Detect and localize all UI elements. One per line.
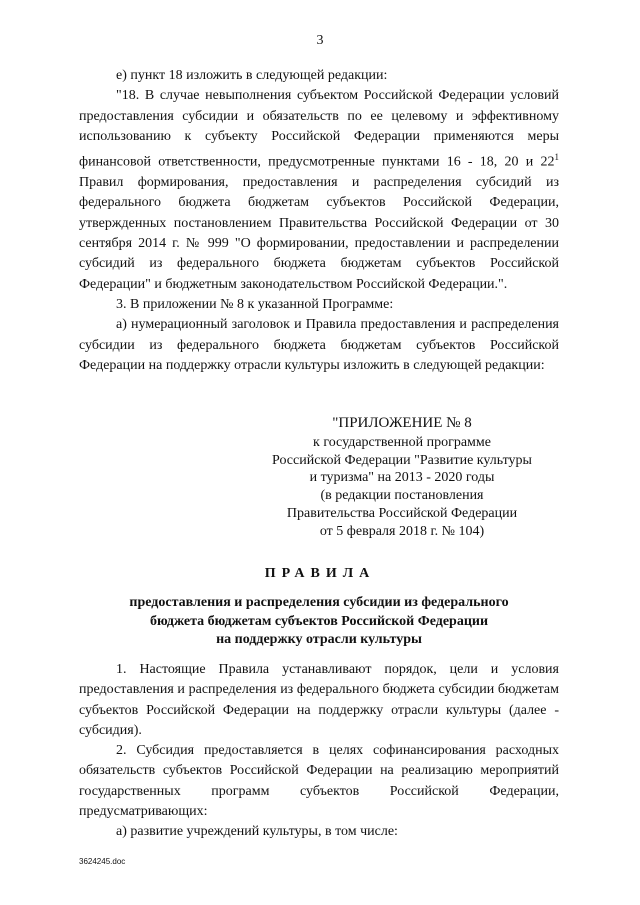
- appendix-title: "ПРИЛОЖЕНИЕ № 8: [332, 415, 472, 431]
- rules-subtitle: [79, 594, 559, 650]
- rules-subtitle-line: предоставления и распределения субсидии из федерального: [129, 595, 509, 610]
- point-18-text-a: "18. В случае невыполнения субъектом Российской Федерации условий предоставления субсидии и обязательств по ее целевому и эффективному использованию к субъекту Российской Федерации применяются меры финансовой ответственности, предусмотренные пунктами 16 - 18, 20 и 22: [79, 88, 559, 170]
- rules-subtitle-line: на поддержку отрасли культуры: [216, 632, 422, 647]
- paragraph-item-a: а) нумерационный заголовок и Правила предоставления и распределения субсидии из федерального бюджета бюджетам субъектов Российской Федерации на поддержку отрасли культуры изложить в следующей редакции:: [79, 317, 559, 373]
- appendix-line: от 5 февраля 2018 г. № 104): [319, 523, 485, 539]
- paragraph-point-18: [79, 86, 559, 295]
- rules-paragraph-2: 2. Субсидия предоставляется в целях софинансирования расходных обязательств субъектов Российской Федерации на реализацию мероприятий государственных программ субъектов Российской Федерации, предусматривающих:: [79, 743, 559, 820]
- appendix-header: [262, 415, 542, 541]
- appendix-line: (в редакции постановления: [320, 488, 484, 504]
- rules-body: [79, 660, 559, 843]
- paragraph-item-e: е) пункт 18 изложить в следующей редакции:: [116, 68, 388, 83]
- page-number: 3: [316, 33, 324, 48]
- paragraph-item-3: 3. В приложении № 8 к указанной Программе:: [116, 296, 394, 312]
- appendix-line: Правительства Российской Федерации: [286, 505, 518, 521]
- rules-subtitle-line: бюджета бюджетам субъектов Российской Федерации: [149, 613, 489, 629]
- appendix-line: и туризма" на 2013 - 2020 годы: [309, 470, 495, 486]
- file-reference: 3624245.doc: [79, 857, 126, 866]
- amendment-text: [79, 66, 559, 376]
- rules-paragraph-1: 1. Настоящие Правила устанавливают порядок, цели и условия предоставления и распределения из федерального бюджета субсидии бюджетам субъектов Российской Федерации на поддержку отрасли культуры (далее - субсидия).: [79, 662, 559, 738]
- point-18-text-b: Правил формирования, предоставления и распределения субсидий из федерального бюджета бюджетам субъектов Российской Федерации, утвержденных постановлением Правительства Российской Федерации от 30 сентября 2014 г. № 999 "О формировании, предоставлении и распределении субсидий из федерального бюджета бюджетам субъектов Российской Федерации" и бюджетным законодательством Российской Федерации.".: [79, 175, 559, 292]
- rules-paragraph-2a: а) развитие учреждений культуры, в том числе:: [116, 824, 398, 840]
- superscript-one: 1: [554, 152, 559, 163]
- rules-title: ПРАВИЛА: [264, 566, 376, 581]
- appendix-line: Российской Федерации "Развитие культуры: [272, 452, 532, 468]
- appendix-line: к государственной программе: [313, 434, 491, 450]
